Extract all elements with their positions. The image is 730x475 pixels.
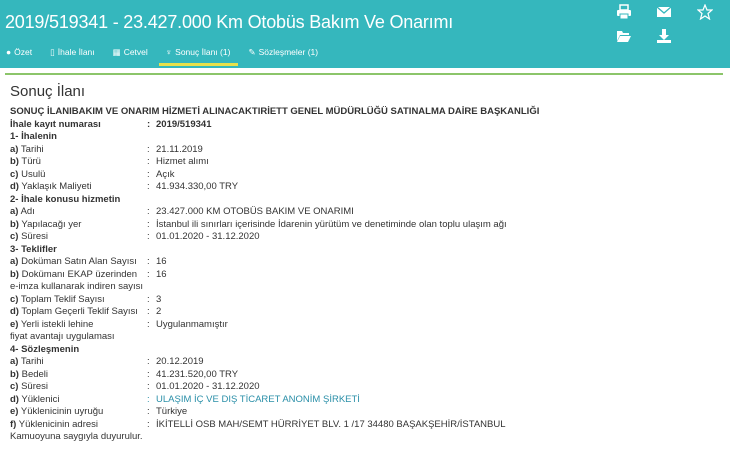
row-label-text: e-imza kullanarak indiren sayısı (10, 281, 144, 292)
row-prefix: c) (10, 381, 19, 392)
colon: : (147, 143, 150, 155)
row-label (10, 119, 147, 132)
row-label (10, 231, 147, 244)
tab-label: Özet (14, 47, 33, 57)
row-value: 21.11.2019 (156, 143, 203, 155)
info-row (10, 294, 539, 307)
row-label (10, 381, 147, 394)
info-row (10, 144, 539, 157)
colon: : (147, 118, 151, 130)
info-row (10, 256, 539, 269)
colon: : (147, 231, 150, 242)
colon: : (147, 268, 150, 280)
row-value: Türkiye (156, 406, 188, 417)
info-row (10, 431, 539, 444)
row-prefix: a) (10, 143, 19, 155)
row-prefix: d) (10, 393, 19, 405)
info-row (10, 231, 539, 244)
row-label-text: Süresi (18, 231, 49, 242)
colon: : (147, 418, 150, 430)
row-label (10, 244, 57, 257)
print-icon[interactable] (616, 4, 640, 24)
colon: : (147, 356, 150, 367)
row-label-text: Yaklaşık Maliyeti (18, 181, 92, 192)
row-label (10, 169, 147, 182)
announcement-body (10, 106, 539, 444)
row-label-text: Yapılacağı yer (18, 218, 82, 230)
row-label-text: Doküman Satın Alan Sayısı (18, 256, 137, 267)
row-label-text: fiyat avantajı uygulaması (10, 331, 115, 342)
info-row (10, 169, 539, 182)
info-row (10, 119, 539, 132)
row-prefix: b) (10, 218, 19, 230)
row-label (10, 306, 147, 319)
star-icon[interactable] (697, 4, 721, 24)
row-prefix: e) (10, 406, 19, 417)
row-label (10, 206, 147, 219)
info-row (10, 306, 539, 319)
row-label (10, 406, 147, 419)
info-row (10, 394, 539, 407)
row-label (10, 356, 147, 369)
trophy-icon: ♆ (165, 47, 173, 57)
row-label (10, 431, 143, 444)
info-row (10, 206, 539, 219)
page-header (0, 0, 730, 68)
row-value: İstanbul ili sınırları içerisinde İdarenin yürütüm ve denetiminde olan toplu ulaşım ağı (156, 218, 507, 230)
colon: : (147, 306, 150, 317)
info-row (10, 181, 539, 194)
row-label-text: Tarihi (18, 356, 44, 367)
row-label-text: Tarihi (18, 143, 44, 155)
row-value: 16 (156, 256, 167, 267)
info-row (10, 356, 539, 369)
page-title: 2019/519341 - 23.427.000 Km Otobüs Bakım Ve Onarımı (5, 12, 454, 32)
row-label-text: 3- Teklifler (10, 243, 57, 255)
row-label-text: Kamuoyuna saygıyla duyurulur. (10, 431, 143, 442)
row-value: Açık (156, 168, 175, 180)
row-label-text: 4- Sözleşmenin (10, 343, 80, 355)
row-prefix: a) (10, 356, 19, 367)
row-label-text: 2- İhale konusu hizmetin (10, 193, 121, 205)
colon: : (147, 168, 150, 180)
info-row (10, 381, 539, 394)
row-label-text: Yerli istekli lehine (18, 318, 94, 330)
row-label (10, 344, 79, 357)
row-label-text: Türü (18, 156, 41, 167)
row-label (10, 281, 143, 294)
grid-icon: ▦ (112, 47, 121, 57)
tab-ihale-ilani[interactable] (50, 45, 103, 66)
row-value: 23.427.000 KM OTOBÜS BAKIM VE ONARIMI (156, 206, 354, 217)
row-value: 41.934.330,00 TRY (156, 181, 239, 192)
row-prefix: c) (10, 293, 19, 305)
row-value: 16 (156, 268, 167, 280)
row-value: 3 (156, 293, 162, 305)
row-value: 01.01.2020 - 31.12.2020 (156, 231, 260, 242)
row-prefix: d) (10, 306, 19, 317)
row-prefix: c) (10, 231, 19, 242)
row-value: Uygulanmamıştır (156, 318, 228, 330)
folder-open-icon[interactable] (616, 28, 640, 48)
row-label (10, 219, 147, 232)
info-row (10, 344, 539, 357)
row-label (10, 369, 147, 382)
row-prefix: a) (10, 206, 19, 217)
row-label (10, 294, 147, 307)
row-label (10, 394, 147, 407)
row-value: Hizmet alımı (156, 156, 209, 167)
info-row (10, 319, 539, 332)
row-label-text: Usulü (18, 168, 46, 180)
row-prefix: f) (10, 418, 17, 430)
row-prefix: d) (10, 181, 19, 192)
section-title: Sonuç İlanı (10, 83, 86, 100)
tab-label: Cetvel (123, 47, 148, 57)
row-label (10, 181, 147, 194)
divider (5, 73, 723, 75)
row-label (10, 131, 57, 144)
download-icon[interactable] (656, 28, 680, 48)
row-prefix: b) (10, 268, 19, 280)
row-prefix: c) (10, 168, 19, 180)
colon: : (147, 156, 150, 167)
info-row (10, 269, 539, 282)
info-row (10, 131, 539, 144)
info-icon: ● (6, 47, 12, 57)
tab-label: Sonuç İlanı (1) (175, 47, 231, 57)
edit-icon: ✎ (248, 47, 256, 57)
row-label (10, 144, 147, 157)
colon: : (147, 206, 150, 217)
colon: : (147, 381, 150, 392)
row-label (10, 256, 147, 269)
announcement-heading: SONUÇ İLANIBAKIM VE ONARIM HİZMETİ ALINACAKTIRİETT GENEL MÜDÜRLÜĞÜ SATINALMA DAİRE BAŞKANLIĞI (10, 106, 540, 117)
colon: : (147, 293, 150, 305)
row-label-text: Dokümanı EKAP üzerinden (18, 268, 138, 280)
row-label-text: İhale kayıt numarası (10, 118, 101, 130)
tab-sozlesmeler[interactable] (248, 45, 326, 66)
row-value: 2019/519341 (156, 118, 212, 130)
row-label (10, 194, 120, 207)
row-label (10, 419, 147, 432)
tab-ozet[interactable] (6, 45, 40, 66)
row-label (10, 156, 147, 169)
info-row (10, 331, 539, 344)
row-label-text: Toplam Teklif Sayısı (18, 293, 105, 305)
row-label (10, 319, 147, 332)
colon: : (147, 368, 150, 380)
row-prefix: e) (10, 318, 19, 330)
colon: : (147, 406, 150, 417)
row-value: 2 (156, 306, 162, 317)
colon: : (147, 256, 150, 267)
row-label (10, 331, 115, 344)
row-prefix: b) (10, 368, 19, 380)
row-label-text: Yüklenici (18, 393, 60, 405)
row-label-text: Süresi (18, 381, 49, 392)
row-label-text: Adı (18, 206, 35, 217)
row-value: 20.12.2019 (156, 356, 204, 367)
mail-icon[interactable] (656, 4, 680, 24)
row-label-text: Toplam Geçerli Teklif Sayısı (18, 306, 138, 317)
info-row (10, 419, 539, 432)
row-value: 01.01.2020 - 31.12.2020 (156, 381, 260, 392)
row-label (10, 269, 147, 282)
row-label-text: Bedeli (18, 368, 49, 380)
row-value: 41.231.520,00 TRY (156, 368, 239, 380)
row-label-text: 1- İhalenin (10, 131, 57, 142)
info-row (10, 281, 539, 294)
info-row (10, 194, 539, 207)
info-row (10, 244, 539, 257)
row-label-text: Yüklenicinin uyruğu (18, 406, 104, 417)
row-prefix: a) (10, 256, 19, 267)
info-row (10, 219, 539, 232)
info-row (10, 156, 539, 169)
colon: : (147, 218, 150, 230)
colon: : (147, 393, 150, 405)
colon: : (147, 181, 150, 192)
info-row (10, 406, 539, 419)
tab-sonuc-ilani[interactable] (159, 45, 239, 66)
tab-cetvel[interactable] (113, 45, 156, 66)
tab-bar (6, 45, 336, 66)
document-icon: ▯ (50, 47, 55, 57)
tab-label: Sözleşmeler (1) (258, 47, 319, 57)
row-prefix: b) (10, 156, 19, 167)
row-label-text: Yüklenicinin adresi (16, 418, 99, 430)
contractor-link[interactable]: ULAŞIM İÇ VE DIŞ TİCARET ANONİM ŞİRKETİ (156, 393, 360, 405)
info-row (10, 369, 539, 382)
row-value: İKİTELLİ OSB MAH/SEMT HÜRRİYET BLV. 1 /17 34480 BAŞAKŞEHİR/İSTANBUL (156, 418, 506, 430)
colon: : (147, 318, 150, 330)
tab-label: İhale İlanı (57, 47, 95, 57)
